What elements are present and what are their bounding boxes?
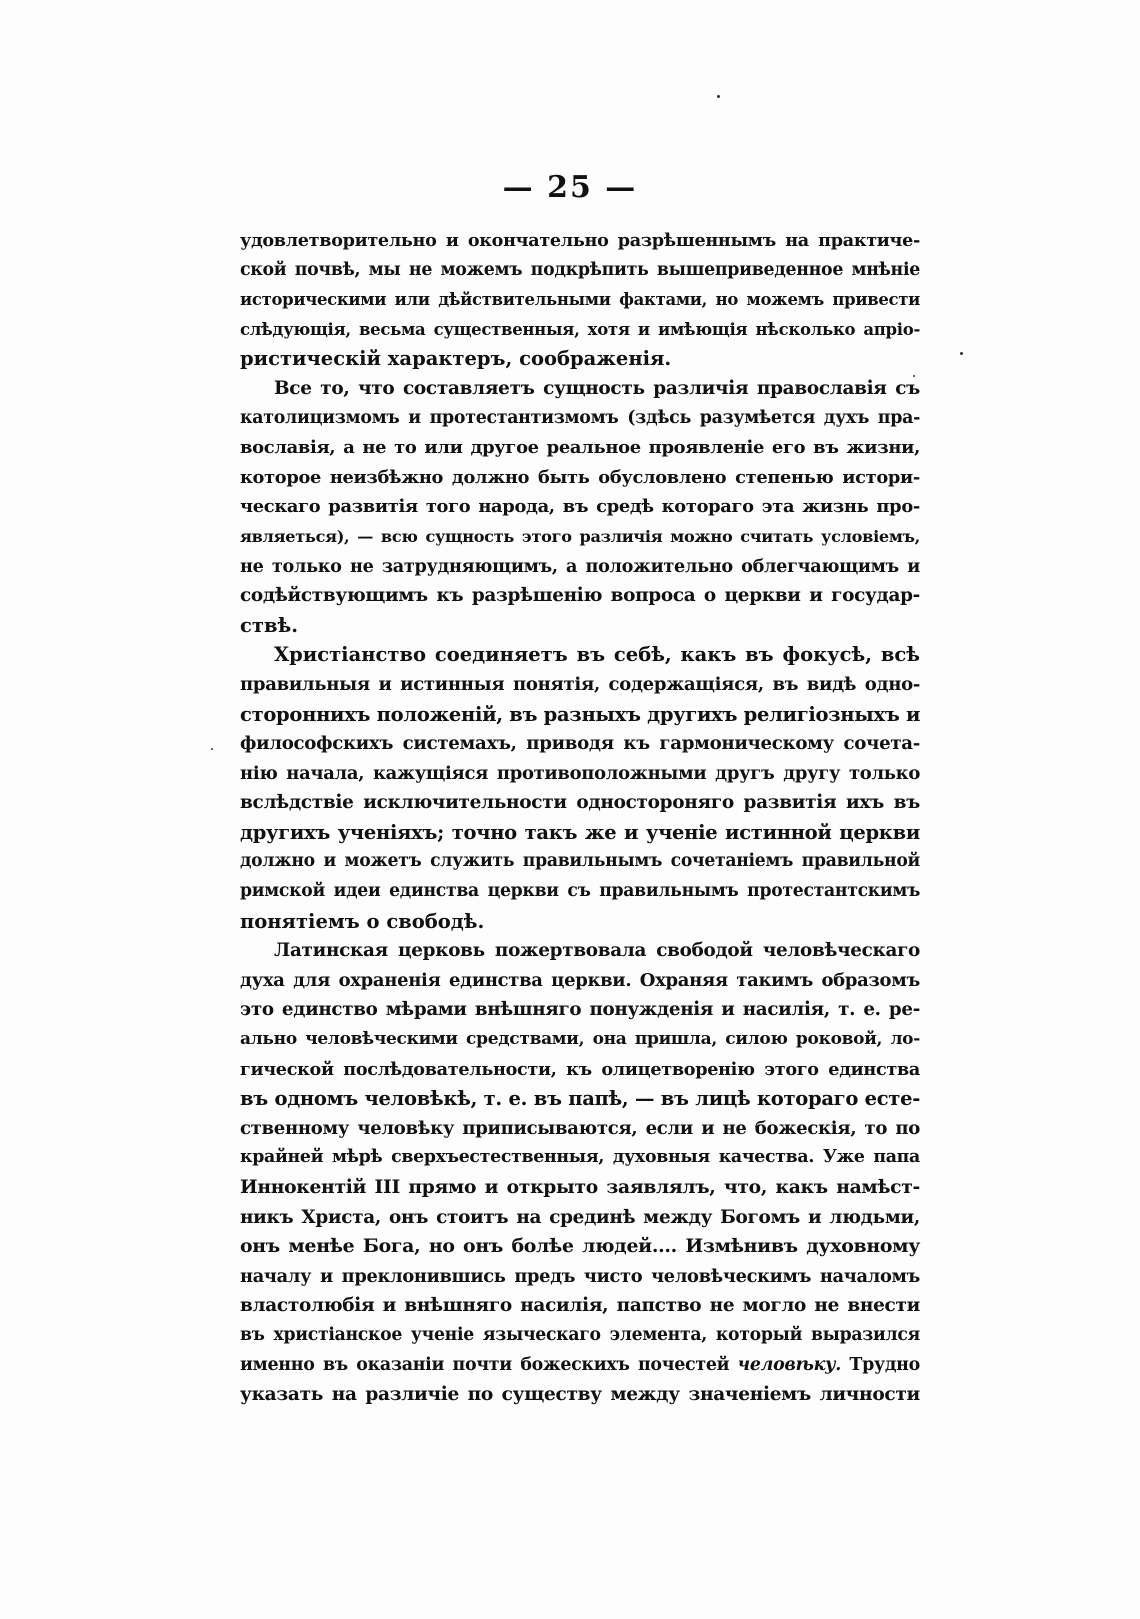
text-line: началу и преклонившись предъ чисто человѣческимъ началомъ (240, 1265, 920, 1287)
text-line: удовлетворительно и окончательно разрѣшеннымъ на практиче- (240, 230, 920, 251)
page-number: — 25 — (502, 170, 638, 205)
paragraph-1 (240, 226, 920, 374)
paragraph-3 (240, 640, 920, 936)
text-line: стороннихъ положеній, въ разныхъ другихъ религіозныхъ и (240, 702, 921, 726)
text-line: Иннокентій III прямо и открыто заявлялъ, что, какъ намѣст- (240, 1176, 920, 1198)
emphasized-word: человѣку. (737, 1354, 841, 1375)
text-line: ально человѣческими средствами, она пришла, силою роковой, ло- (240, 1029, 920, 1050)
text-line: ственному человѣку приписываются, если и не божескія, то по (240, 1117, 920, 1139)
text-line: Латинская церковь пожертвовала свободой человѣческаго (274, 940, 920, 962)
text-line: духа для охраненія единства церкви. Охраняя такимъ образомъ (240, 969, 920, 991)
paragraph-4 (240, 936, 920, 1410)
text-line: въ одномъ человѣкѣ, т. е. въ папѣ, — въ лицѣ котораго есте- (240, 1087, 920, 1111)
text-line: правильныя и истинныя понятія, содержащіяся, въ видѣ одно- (240, 673, 920, 695)
text-line: ристическій характеръ, соображенія. (240, 347, 672, 371)
text-line-with-emphasis (240, 1351, 920, 1381)
text-line: не только не затрудняющимъ, а положительно облегчающимъ и (240, 555, 920, 577)
text-line: въ христіанское ученіе языческаго элемента, который выразился (240, 1324, 920, 1345)
text-line: римской идеи единства церкви съ правильнымъ протестантскимъ (240, 881, 920, 902)
text-line: Все то, что составляетъ сущность различія православія съ (274, 377, 920, 399)
text-line: указать на различіе по существу между значеніемъ личности (240, 1384, 920, 1406)
text-line: ской почвѣ, мы не можемъ подкрѣпить вышеприведенное мнѣніе (240, 259, 920, 280)
text-line: крайней мѣрѣ сверхъестественныя, духовныя качества. Уже папа (240, 1147, 920, 1168)
text-line: должно и можетъ служить правильнымъ сочетаніемъ правильной (240, 851, 920, 872)
text-segment: именно въ оказаніи почти божескихъ почестей (240, 1354, 730, 1375)
text-line: ческаго развитія того народа, въ средѣ котораго эта жизнь про- (240, 496, 920, 518)
text-line: онъ менѣе Бога, но онъ болѣе людей.... Измѣнивъ духовному (240, 1235, 920, 1258)
text-line: гической послѣдовательности, къ олицетворенію этого единства (240, 1058, 920, 1080)
text-line: содѣйствующимъ къ разрѣшенію вопроса о церкви и государ- (240, 585, 920, 607)
body-text (240, 226, 920, 1410)
text-line: католицизмомъ и протестантизмомъ (здѣсь разумѣется духъ пра- (240, 407, 920, 428)
text-line: философскихъ системахъ, приводя къ гармоническому сочета- (240, 733, 920, 755)
print-speck (717, 95, 720, 98)
text-line: вслѣдствіе исключительности одностороняго развитія ихъ въ (240, 792, 920, 814)
text-line: Христіанство соединяетъ въ себѣ, какъ въ фокусѣ, всѣ (274, 643, 920, 667)
print-speck (913, 375, 915, 377)
text-line: нію начала, кажущіяся противоположными другъ другу только (240, 762, 920, 784)
text-line: никъ Христа, онъ стоитъ на срединѣ между Богомъ и людьми, (240, 1206, 920, 1228)
text-line: понятіемъ о свободѣ. (240, 909, 485, 933)
paragraph-2 (240, 374, 920, 640)
print-speck (211, 748, 213, 750)
text-segment: Трудно (849, 1354, 920, 1375)
text-line: историческими или дѣйствительными фактами, но можемъ привести (240, 290, 920, 310)
text-line: властолюбія и внѣшняго насилія, папство не могло не внести (240, 1295, 920, 1317)
text-line: ствѣ. (240, 613, 299, 637)
text-line: которое неизбѣжно должно быть обусловлено степенью истори- (240, 466, 920, 488)
text-line: другихъ ученіяхъ; точно такъ же и ученіе истинной церкви (240, 820, 920, 844)
print-speck (960, 352, 963, 355)
text-line: это единство мѣрами внѣшняго понужденія и насилія, т. е. ре- (240, 999, 920, 1021)
text-line: слѣдующія, весьма существенныя, хотя и имѣющія нѣсколько апріо- (240, 318, 920, 339)
text-line: являеться), — всю сущность этого различія можно считать условіемъ, (240, 526, 920, 546)
text-line: вославія, а не то или другое реальное проявленіе его въ жизни, (240, 437, 920, 459)
